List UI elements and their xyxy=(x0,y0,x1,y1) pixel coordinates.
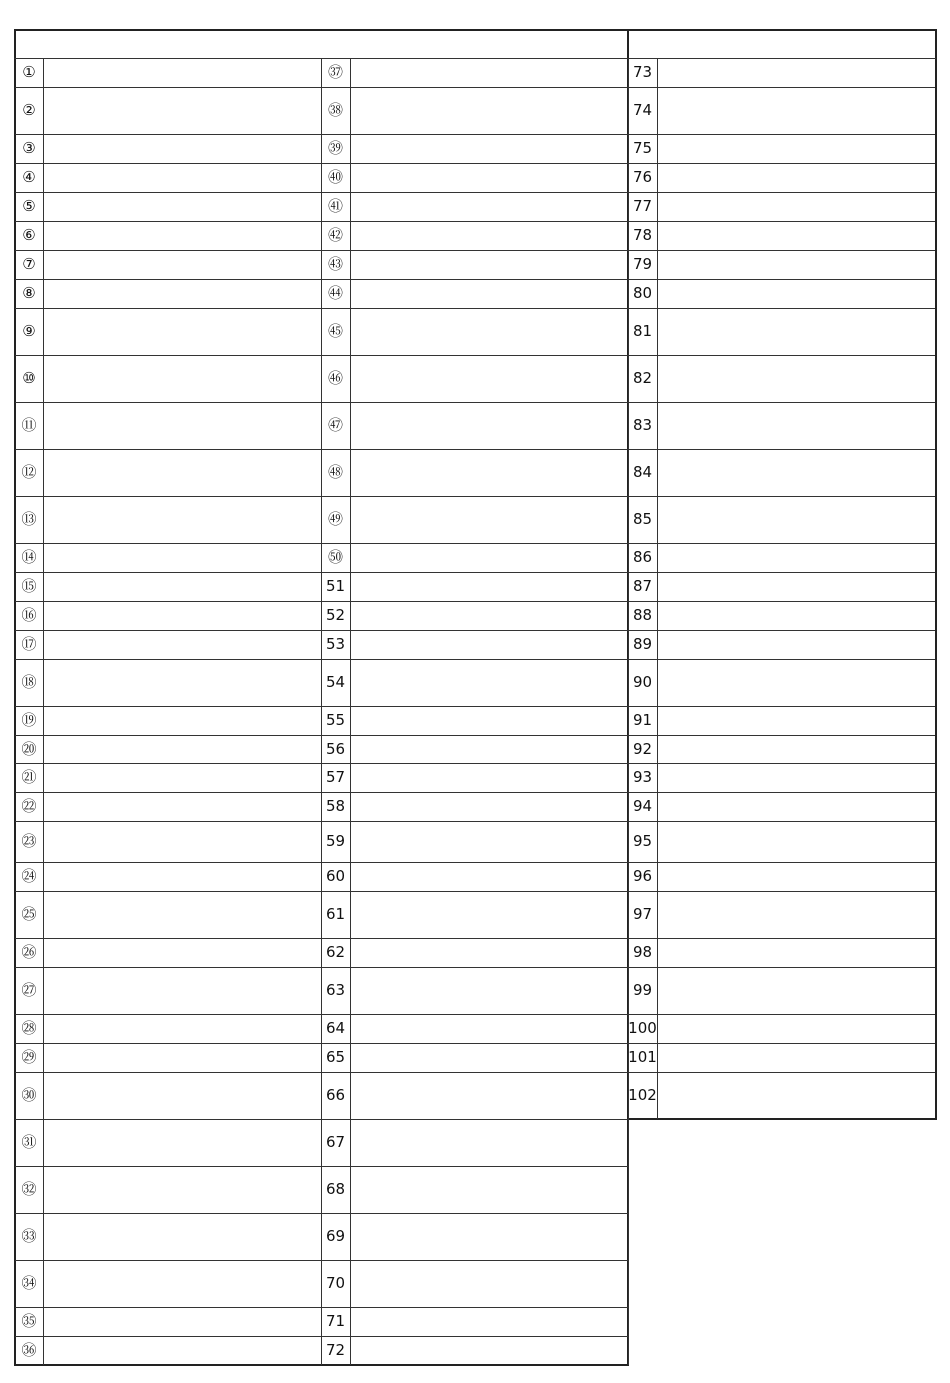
question-number: 58 xyxy=(325,797,346,815)
question-number: ⑭ xyxy=(21,548,37,566)
answer-cell[interactable] xyxy=(658,660,934,706)
question-number: ⑥ xyxy=(22,226,36,244)
answer-cell[interactable] xyxy=(351,1214,627,1260)
answer-cell[interactable] xyxy=(44,793,320,821)
answer-cell[interactable] xyxy=(44,660,320,706)
question-number: 84 xyxy=(632,463,653,481)
answer-cell[interactable] xyxy=(351,1261,627,1307)
question-number: ㊲ xyxy=(327,63,343,81)
question-number: ⑤ xyxy=(22,197,36,215)
question-number: 59 xyxy=(325,832,346,850)
question-number: ㉛ xyxy=(21,1133,37,1151)
question-number: ㊷ xyxy=(327,226,343,244)
question-number: 87 xyxy=(632,577,653,595)
answer-cell[interactable] xyxy=(44,1214,320,1260)
answer-cell[interactable] xyxy=(44,164,320,192)
question-number: ㉘ xyxy=(21,1019,37,1037)
question-number: 80 xyxy=(632,284,653,302)
question-number: 91 xyxy=(632,711,653,729)
question-number: ⑲ xyxy=(21,711,37,729)
answer-cell[interactable] xyxy=(658,793,934,821)
answer-cell[interactable] xyxy=(658,222,934,250)
question-number: 81 xyxy=(632,322,653,340)
question-number: ⑬ xyxy=(21,510,37,528)
answer-cell[interactable] xyxy=(351,88,627,134)
question-number: 51 xyxy=(325,577,346,595)
question-number: ⑮ xyxy=(21,577,37,595)
question-number: 97 xyxy=(632,905,653,923)
answer-cell[interactable] xyxy=(44,863,320,891)
answer-cell[interactable] xyxy=(44,309,320,355)
answer-cell[interactable] xyxy=(658,822,934,862)
question-number: ㉕ xyxy=(21,905,37,923)
question-number: ② xyxy=(22,101,36,119)
question-number: 73 xyxy=(632,63,653,81)
question-number: ㊹ xyxy=(327,284,343,302)
question-number: ㉒ xyxy=(21,797,37,815)
answer-cell[interactable] xyxy=(351,631,627,659)
question-number: ⑯ xyxy=(21,606,37,624)
answer-cell[interactable] xyxy=(351,450,627,496)
question-number: ⑫ xyxy=(21,463,37,481)
question-number: 55 xyxy=(325,711,346,729)
answer-cell[interactable] xyxy=(44,968,320,1014)
question-number: 65 xyxy=(325,1048,346,1066)
answer-cell[interactable] xyxy=(658,544,934,572)
question-number: ⑦ xyxy=(22,255,36,273)
answer-cell[interactable] xyxy=(658,968,934,1014)
answer-cell[interactable] xyxy=(658,1073,934,1119)
answer-cell[interactable] xyxy=(351,1015,627,1043)
question-number: 78 xyxy=(632,226,653,244)
answer-cell[interactable] xyxy=(351,309,627,355)
question-number: 70 xyxy=(325,1274,346,1292)
answer-cell[interactable] xyxy=(658,863,934,891)
answer-cell[interactable] xyxy=(351,602,627,630)
answer-cell[interactable] xyxy=(44,135,320,163)
answer-cell[interactable] xyxy=(351,193,627,221)
answer-cell[interactable] xyxy=(44,280,320,308)
answer-cell[interactable] xyxy=(351,822,627,862)
question-number: 99 xyxy=(632,981,653,999)
question-number: ㊳ xyxy=(327,101,343,119)
question-number: 75 xyxy=(632,139,653,157)
answer-cell[interactable] xyxy=(44,707,320,735)
question-number: ㉔ xyxy=(21,867,37,885)
question-number: 56 xyxy=(325,739,346,758)
question-number: ㉖ xyxy=(21,943,37,961)
answer-cell[interactable] xyxy=(44,251,320,279)
question-number: ㉓ xyxy=(21,832,37,850)
answer-cell[interactable] xyxy=(351,1337,627,1365)
answer-cell[interactable] xyxy=(44,1337,320,1365)
answer-cell[interactable] xyxy=(658,602,934,630)
answer-cell[interactable] xyxy=(658,573,934,601)
answer-cell[interactable] xyxy=(44,450,320,496)
question-number: ④ xyxy=(22,168,36,186)
question-number: ⑱ xyxy=(21,673,37,691)
question-number: 92 xyxy=(632,739,653,758)
question-number: ⑪ xyxy=(21,416,37,434)
question-number: 61 xyxy=(325,905,346,923)
answer-cell[interactable] xyxy=(658,1015,934,1043)
question-number: 101 xyxy=(628,1048,657,1066)
question-number: 72 xyxy=(325,1341,346,1359)
question-number: ㉙ xyxy=(21,1048,37,1066)
question-number: ㊻ xyxy=(327,369,343,387)
answer-cell[interactable] xyxy=(351,863,627,891)
answer-cell[interactable] xyxy=(351,573,627,601)
answer-cell[interactable] xyxy=(658,631,934,659)
answer-cell[interactable] xyxy=(44,573,320,601)
question-number: 82 xyxy=(632,369,653,387)
answer-cell[interactable] xyxy=(351,1167,627,1213)
answer-cell[interactable] xyxy=(351,764,627,792)
question-number: 53 xyxy=(325,635,346,653)
answer-cell[interactable] xyxy=(44,88,320,134)
question-number: 54 xyxy=(325,673,346,691)
answer-cell[interactable] xyxy=(44,736,320,763)
answer-cell[interactable] xyxy=(351,660,627,706)
question-number: 83 xyxy=(632,416,653,434)
answer-cell[interactable] xyxy=(351,544,627,572)
question-number: 102 xyxy=(628,1086,657,1104)
question-number: ⑩ xyxy=(22,369,36,387)
question-number: ㊵ xyxy=(327,168,343,186)
answer-cell[interactable] xyxy=(658,764,934,792)
question-number: 95 xyxy=(632,832,653,850)
answer-cell[interactable] xyxy=(351,403,627,449)
answer-cell[interactable] xyxy=(44,939,320,967)
answer-cell[interactable] xyxy=(658,450,934,496)
answer-cell[interactable] xyxy=(44,1073,320,1119)
question-number: ⑰ xyxy=(21,635,37,653)
answer-cell[interactable] xyxy=(658,193,934,221)
question-number: 76 xyxy=(632,168,653,186)
question-number: 86 xyxy=(632,548,653,566)
answer-cell[interactable] xyxy=(44,1120,320,1166)
answer-cell[interactable] xyxy=(658,736,934,763)
answer-cell[interactable] xyxy=(44,1167,320,1213)
answer-cell[interactable] xyxy=(351,707,627,735)
answer-cell[interactable] xyxy=(44,631,320,659)
question-number: ⑨ xyxy=(22,322,36,340)
answer-cell[interactable] xyxy=(658,707,934,735)
answer-cell[interactable] xyxy=(658,280,934,308)
question-number: 60 xyxy=(325,867,346,885)
answer-cell[interactable] xyxy=(44,1044,320,1072)
question-number: ㉑ xyxy=(21,768,37,786)
question-number: 71 xyxy=(325,1312,346,1330)
question-number: ㉟ xyxy=(21,1312,37,1330)
answer-cell[interactable] xyxy=(351,164,627,192)
answer-cell[interactable] xyxy=(44,222,320,250)
question-number: ㉝ xyxy=(21,1227,37,1245)
question-number: ㉞ xyxy=(21,1274,37,1292)
answer-cell[interactable] xyxy=(44,193,320,221)
answer-cell[interactable] xyxy=(658,135,934,163)
answer-cell[interactable] xyxy=(44,1308,320,1336)
question-number: ㊴ xyxy=(327,139,343,157)
question-number: 79 xyxy=(632,255,653,273)
answer-cell[interactable] xyxy=(658,59,934,87)
answer-cell[interactable] xyxy=(44,1261,320,1307)
answer-cell[interactable] xyxy=(44,822,320,862)
answer-cell[interactable] xyxy=(658,88,934,134)
answer-cell[interactable] xyxy=(351,356,627,402)
question-number: 57 xyxy=(325,768,346,786)
question-number: ㊸ xyxy=(327,255,343,273)
answer-cell[interactable] xyxy=(44,892,320,938)
question-number: ⑧ xyxy=(22,284,36,302)
question-number: 89 xyxy=(632,635,653,653)
question-number: 93 xyxy=(632,768,653,786)
question-number: 98 xyxy=(632,943,653,961)
answer-cell[interactable] xyxy=(351,1120,627,1166)
answer-cell[interactable] xyxy=(351,135,627,163)
question-number: 67 xyxy=(325,1133,346,1151)
answer-cell[interactable] xyxy=(351,1073,627,1119)
question-number: ① xyxy=(22,63,36,81)
answer-cell[interactable] xyxy=(44,356,320,402)
answer-cell[interactable] xyxy=(351,793,627,821)
answer-cell[interactable] xyxy=(44,403,320,449)
question-number: 96 xyxy=(632,867,653,885)
question-number: 90 xyxy=(632,673,653,691)
question-number: ㊶ xyxy=(327,197,343,215)
question-number: ㊽ xyxy=(327,463,343,481)
question-number: ㊱ xyxy=(21,1341,37,1359)
question-number: 52 xyxy=(325,606,346,624)
question-number: 66 xyxy=(325,1086,346,1104)
answer-cell[interactable] xyxy=(658,939,934,967)
question-number: 62 xyxy=(325,943,346,961)
answer-cell[interactable] xyxy=(44,1015,320,1043)
question-number: 63 xyxy=(325,981,346,999)
question-number: 88 xyxy=(632,606,653,624)
answer-cell[interactable] xyxy=(351,939,627,967)
question-number: ㉜ xyxy=(21,1180,37,1198)
question-number: 94 xyxy=(632,797,653,815)
question-number: ⑳ xyxy=(21,739,37,758)
answer-cell[interactable] xyxy=(351,1308,627,1336)
answer-cell[interactable] xyxy=(658,497,934,543)
question-number: ㊿ xyxy=(327,548,343,566)
answer-cell[interactable] xyxy=(351,497,627,543)
answer-cell[interactable] xyxy=(351,280,627,308)
answer-cell[interactable] xyxy=(351,251,627,279)
answer-cell[interactable] xyxy=(658,309,934,355)
question-number: ③ xyxy=(22,139,36,157)
answer-cell[interactable] xyxy=(44,497,320,543)
question-number: ㊼ xyxy=(327,416,343,434)
answer-cell[interactable] xyxy=(658,356,934,402)
answer-cell[interactable] xyxy=(351,968,627,1014)
question-number: 85 xyxy=(632,510,653,528)
answer-cell[interactable] xyxy=(44,544,320,572)
question-number: ㊾ xyxy=(327,510,343,528)
question-number: ㉚ xyxy=(21,1086,37,1104)
question-number: ㉗ xyxy=(21,981,37,999)
answer-cell[interactable] xyxy=(658,892,934,938)
question-number: 69 xyxy=(325,1227,346,1245)
question-number: ㊺ xyxy=(327,322,343,340)
question-number: 68 xyxy=(325,1180,346,1198)
answer-cell[interactable] xyxy=(658,164,934,192)
question-number: 100 xyxy=(628,1019,657,1037)
answer-cell[interactable] xyxy=(658,403,934,449)
question-number: 77 xyxy=(632,197,653,215)
answer-cell[interactable] xyxy=(658,251,934,279)
question-number: 74 xyxy=(632,101,653,119)
answer-cell[interactable] xyxy=(44,602,320,630)
answer-cell[interactable] xyxy=(351,736,627,763)
answer-cell[interactable] xyxy=(351,59,627,87)
answer-cell[interactable] xyxy=(44,764,320,792)
answer-cell[interactable] xyxy=(658,1044,934,1072)
question-number: 64 xyxy=(325,1019,346,1037)
answer-cell[interactable] xyxy=(351,222,627,250)
answer-cell[interactable] xyxy=(44,59,320,87)
answer-cell[interactable] xyxy=(351,892,627,938)
answer-cell[interactable] xyxy=(351,1044,627,1072)
